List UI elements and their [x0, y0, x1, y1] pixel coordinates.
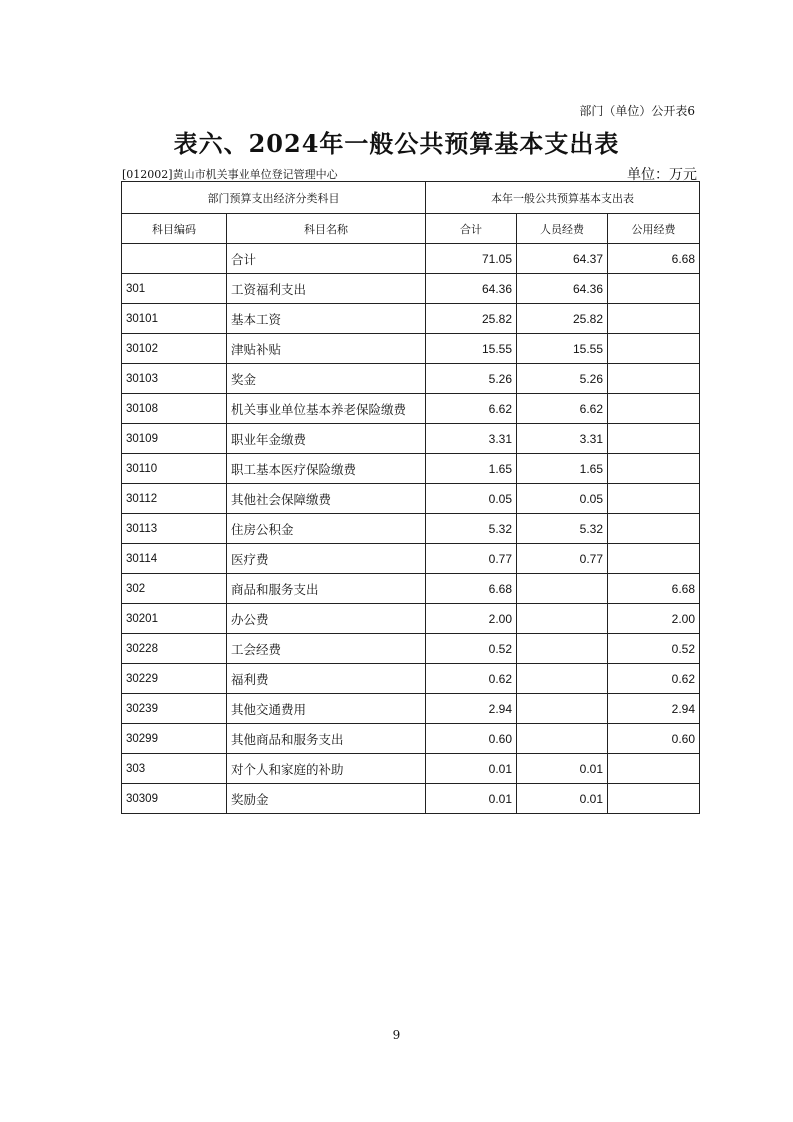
column-header-personnel: 人员经费	[517, 214, 608, 244]
column-header-name: 科目名称	[227, 214, 426, 244]
row-total: 0.05	[426, 484, 517, 514]
row-code: 30103	[122, 364, 227, 394]
page-number: 9	[392, 1028, 401, 1042]
row-public: 2.94	[608, 694, 700, 724]
table-row	[122, 784, 700, 814]
table-row	[122, 244, 700, 274]
row-personnel	[517, 664, 608, 694]
row-name: 职业年金缴费	[227, 424, 426, 454]
row-code: 30109	[122, 424, 227, 454]
row-personnel	[517, 694, 608, 724]
table-body	[122, 244, 700, 814]
row-public	[608, 364, 700, 394]
row-total: 2.00	[426, 604, 517, 634]
row-personnel	[517, 724, 608, 754]
row-personnel: 15.55	[517, 334, 608, 364]
row-total: 64.36	[426, 274, 517, 304]
row-total: 5.26	[426, 364, 517, 394]
row-name: 医疗费	[227, 544, 426, 574]
row-personnel: 64.36	[517, 274, 608, 304]
row-personnel: 5.26	[517, 364, 608, 394]
row-name: 机关事业单位基本养老保险缴费	[227, 394, 426, 424]
table-row	[122, 514, 700, 544]
row-name: 商品和服务支出	[227, 574, 426, 604]
row-personnel	[517, 604, 608, 634]
row-public	[608, 304, 700, 334]
row-code: 30309	[122, 784, 227, 814]
row-public: 0.62	[608, 664, 700, 694]
table-row	[122, 454, 700, 484]
row-total: 0.52	[426, 634, 517, 664]
row-personnel: 0.05	[517, 484, 608, 514]
table-row	[122, 694, 700, 724]
row-code: 30229	[122, 664, 227, 694]
row-public	[608, 784, 700, 814]
row-code: 30228	[122, 634, 227, 664]
row-code: 301	[122, 274, 227, 304]
row-name: 对个人和家庭的补助	[227, 754, 426, 784]
row-code: 30112	[122, 484, 227, 514]
header-group-classification: 部门预算支出经济分类科目	[122, 182, 426, 214]
row-code: 30102	[122, 334, 227, 364]
table-row	[122, 724, 700, 754]
row-total: 71.05	[426, 244, 517, 274]
row-public	[608, 454, 700, 484]
unit-name: [012002]黄山市机关事业单位登记管理中心	[122, 168, 338, 181]
row-public: 2.00	[608, 604, 700, 634]
header-group-budget: 本年一般公共预算基本支出表	[426, 182, 700, 214]
row-public	[608, 274, 700, 304]
row-code: 30101	[122, 304, 227, 334]
row-personnel: 0.01	[517, 754, 608, 784]
row-name: 其他商品和服务支出	[227, 724, 426, 754]
row-code: 30108	[122, 394, 227, 424]
row-personnel: 3.31	[517, 424, 608, 454]
row-public	[608, 514, 700, 544]
row-personnel: 0.77	[517, 544, 608, 574]
table-row	[122, 394, 700, 424]
row-total: 3.31	[426, 424, 517, 454]
column-header-public: 公用经费	[608, 214, 700, 244]
table-row	[122, 574, 700, 604]
row-personnel: 6.62	[517, 394, 608, 424]
row-name: 福利费	[227, 664, 426, 694]
column-header-total: 合计	[426, 214, 517, 244]
row-name: 办公费	[227, 604, 426, 634]
row-code: 302	[122, 574, 227, 604]
row-public: 0.60	[608, 724, 700, 754]
table-row	[122, 484, 700, 514]
row-total: 0.01	[426, 784, 517, 814]
row-public: 0.52	[608, 634, 700, 664]
table-row	[122, 334, 700, 364]
row-total: 5.32	[426, 514, 517, 544]
table-row	[122, 424, 700, 454]
row-total: 0.60	[426, 724, 517, 754]
row-personnel: 5.32	[517, 514, 608, 544]
table-reference-note: 部门（单位）公开表6	[579, 104, 695, 118]
row-total: 2.94	[426, 694, 517, 724]
row-personnel: 64.37	[517, 244, 608, 274]
row-name: 其他社会保障缴费	[227, 484, 426, 514]
row-name: 奖励金	[227, 784, 426, 814]
row-name: 合计	[227, 244, 426, 274]
row-public	[608, 394, 700, 424]
row-total: 0.01	[426, 754, 517, 784]
row-personnel	[517, 574, 608, 604]
row-total: 0.77	[426, 544, 517, 574]
row-public	[608, 754, 700, 784]
row-public	[608, 484, 700, 514]
column-header-code: 科目编码	[122, 214, 227, 244]
row-public: 6.68	[608, 244, 700, 274]
row-code: 303	[122, 754, 227, 784]
row-total: 6.68	[426, 574, 517, 604]
row-name: 职工基本医疗保险缴费	[227, 454, 426, 484]
row-public	[608, 334, 700, 364]
row-code: 30113	[122, 514, 227, 544]
table-row	[122, 274, 700, 304]
budget-table	[121, 181, 700, 814]
page-title: 表六、2024年一般公共预算基本支出表	[173, 129, 620, 158]
row-name: 其他交通费用	[227, 694, 426, 724]
row-code	[122, 244, 227, 274]
row-code: 30299	[122, 724, 227, 754]
row-code: 30114	[122, 544, 227, 574]
row-name: 工会经费	[227, 634, 426, 664]
row-total: 6.62	[426, 394, 517, 424]
table-row	[122, 754, 700, 784]
row-total: 1.65	[426, 454, 517, 484]
table-row	[122, 304, 700, 334]
row-personnel: 0.01	[517, 784, 608, 814]
unit-label: 单位：万元	[627, 167, 697, 183]
row-public	[608, 544, 700, 574]
row-personnel: 25.82	[517, 304, 608, 334]
row-name: 津贴补贴	[227, 334, 426, 364]
row-personnel: 1.65	[517, 454, 608, 484]
row-public: 6.68	[608, 574, 700, 604]
row-name: 奖金	[227, 364, 426, 394]
row-total: 15.55	[426, 334, 517, 364]
table-row	[122, 634, 700, 664]
row-total: 25.82	[426, 304, 517, 334]
row-personnel	[517, 634, 608, 664]
table-row	[122, 364, 700, 394]
row-total: 0.62	[426, 664, 517, 694]
table-row	[122, 604, 700, 634]
table-row	[122, 544, 700, 574]
table-row	[122, 664, 700, 694]
row-name: 工资福利支出	[227, 274, 426, 304]
row-code: 30239	[122, 694, 227, 724]
row-public	[608, 424, 700, 454]
row-code: 30110	[122, 454, 227, 484]
row-code: 30201	[122, 604, 227, 634]
row-name: 住房公积金	[227, 514, 426, 544]
row-name: 基本工资	[227, 304, 426, 334]
